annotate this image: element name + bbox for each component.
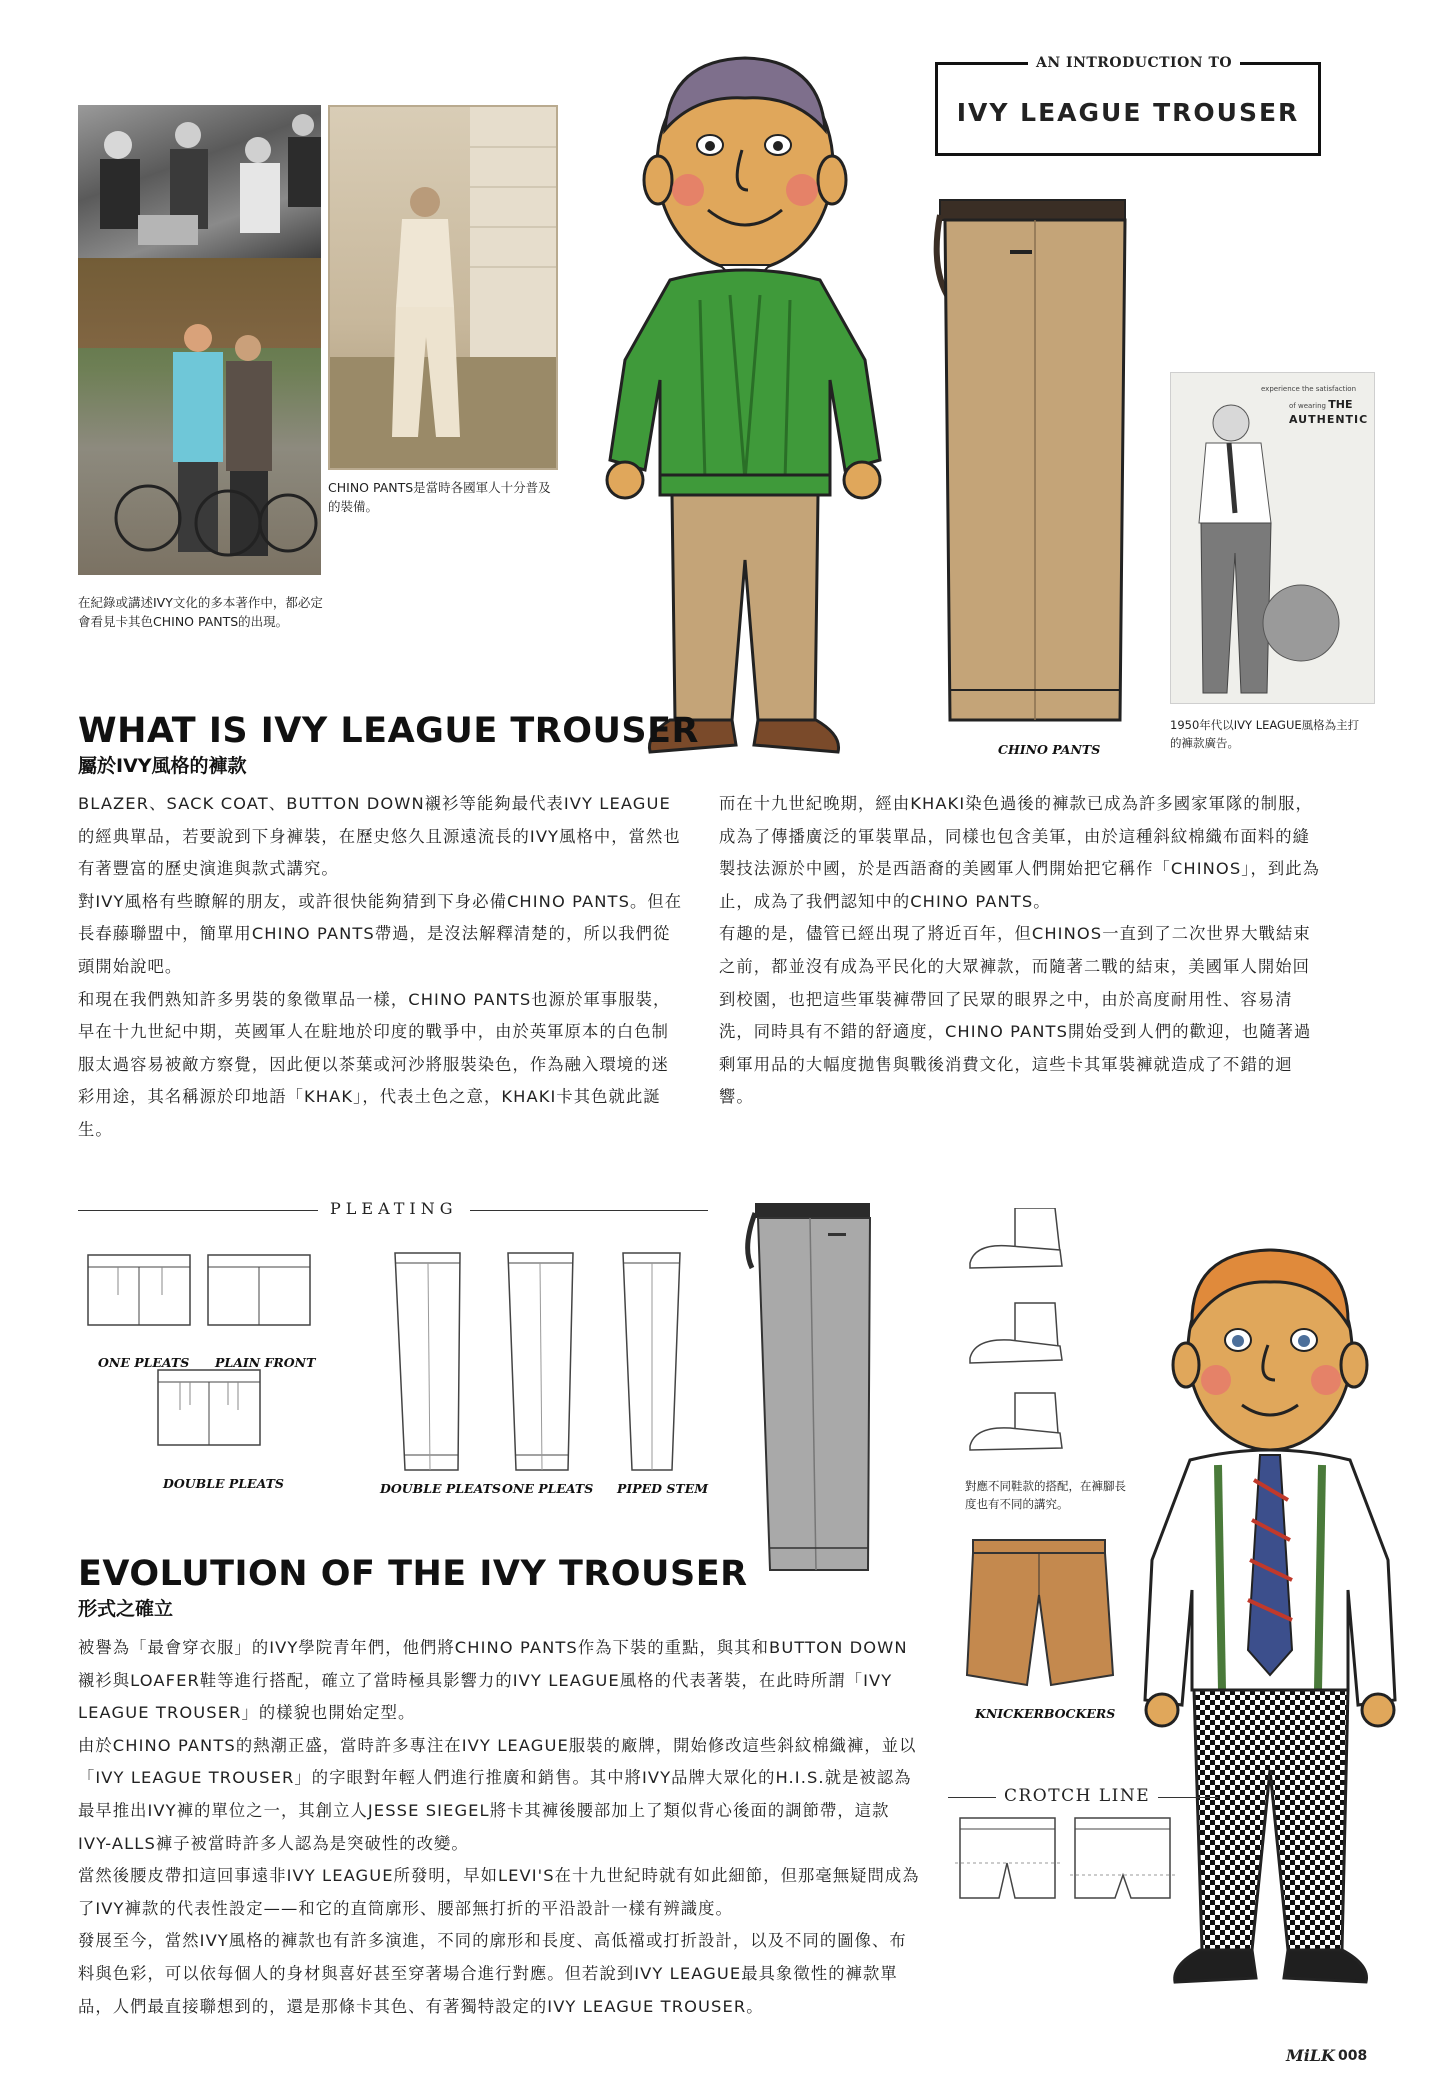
bicycle-students-illustration	[78, 258, 321, 575]
ad-line1: experience the satisfaction	[1261, 385, 1357, 393]
caption-campus: 在紀錄或講述IVY文化的多本著作中，都必定會看見卡其色CHINO PANTS的出現。	[78, 595, 323, 629]
section1-right-p2: 有趣的是，儘管已經出現了將近百年，但CHINOS一直到了二次世界大戰結束之前，都並沒有成為平民化的大眾褲款，而隨著二戰的結束，美國軍人開始回到校園，也把這些軍裝褲帶回了民眾的眼界之中，由於高度耐用性、容易清洗，同時具有不錯的舒適度，CHINO PANTS開始受到人們的歡迎，也隨著過剩軍用品的大幅度拋售與戰後消費文化，這些卡其軍裝褲就造成了不錯的迴響。	[719, 924, 1312, 1107]
section2-title: EVOLUTION OF THE IVY TROUSER	[78, 1554, 748, 1594]
label-chino-pants: CHINO PANTS	[998, 742, 1101, 757]
section1-subtitle: 屬於IVY風格的褲款	[78, 755, 247, 777]
label-one-pleats: ONE PLEATS	[98, 1355, 190, 1370]
crotch-line-title: CROTCH LINE	[996, 1786, 1158, 1806]
campus-crowd-illustration	[78, 105, 321, 258]
label-double-pleats: DOUBLE PLEATS	[163, 1476, 284, 1491]
section2-p4: 發展至今，當然IVY風格的褲款也有許多演進，不同的廓形和長度、高低襠或打折設計，以及不同的圖像、布料與色彩，可以依每個人的身材與喜好甚至穿著場合進行對應。但若說到IVY LEAGUE最具象徵性的褲款單品，人們最直接聯想到的，還是那條卡其色、有著獨特設定的IVY LEAGUE TROUSER。	[78, 1931, 907, 2016]
ad-brand-the: THE	[1328, 398, 1353, 411]
ad-line2-text: of wearing	[1289, 402, 1326, 410]
campus-photo-color	[78, 258, 321, 575]
section2-body	[78, 1632, 923, 2023]
soldier-illustration	[330, 107, 556, 468]
section2-p1: 被譽為「最會穿衣服」的IVY學院青年們，他們將CHINO PANTS作為下裝的重點，與其和BUTTON DOWN襯衫與LOAFER鞋等進行搭配，確立了當時極具影響力的IVY LEAGUE風格的代表著裝，在此時所謂「IVY LEAGUE TROUSER」的樣貌也開始定型。	[78, 1638, 908, 1723]
section1-right-column	[719, 788, 1325, 1114]
soldier-photo	[328, 105, 558, 470]
ad-line2	[1289, 398, 1352, 411]
section1-right-p1: 而在十九世紀晚期，經由KHAKI染色過後的褲款已成為許多國家軍隊的制服，成為了傳播廣泛的軍裝單品，同樣也包含美軍，由於這種斜紋棉織布面料的縫製技法源於中國，於是西語裔的美國軍人們開始把它稱作「CHINOS」，到此為止，成為了我們認知中的CHINO PANTS。	[719, 794, 1321, 911]
section2-subtitle: 形式之確立	[78, 1598, 174, 1620]
header-title: IVY LEAGUE TROUSER	[956, 98, 1300, 127]
ivy-boy-green-sweater	[580, 40, 910, 770]
pleating-title: PLEATING	[318, 1199, 470, 1218]
label-one-pleats-2: ONE PLEATS	[502, 1481, 594, 1496]
ad-brand-authentic: AUTHENTIC	[1289, 413, 1369, 426]
caption-soldier: CHINO PANTS是當時各國軍人十分普及的裝備。	[328, 480, 551, 514]
caption-ad: 1950年代以IVY LEAGUE風格為主打的褲款廣告。	[1170, 718, 1360, 750]
section1-left-p2: 對IVY風格有些瞭解的朋友，或許很快能夠猜到下身必備CHINO PANTS。但在長春藤聯盟中，簡單用CHINO PANTS帶過，是沒法解釋清楚的，所以我們從頭開始說吧。	[78, 891, 683, 976]
shoe-studies	[960, 1208, 1090, 1478]
footer-logo: MiLK	[1286, 2046, 1335, 2065]
vintage-ad	[1170, 372, 1375, 704]
label-piped-stem: PIPED STEM	[617, 1481, 709, 1496]
header-kicker: AN INTRODUCTION TO	[1028, 55, 1240, 71]
label-knickerbockers: KNICKERBOCKERS	[975, 1706, 1116, 1721]
knickerbockers-drawing	[965, 1535, 1115, 1700]
grey-trousers-drawing	[740, 1198, 880, 1578]
campus-photo-bw	[78, 105, 321, 258]
chino-pants-drawing	[930, 190, 1130, 730]
label-double-pleats-2: DOUBLE PLEATS	[380, 1481, 501, 1496]
caption-shoes: 對應不同鞋款的搭配，在褲腳長度也有不同的講究。	[965, 1479, 1126, 1511]
section2-p2: 由於CHINO PANTS的熱潮正盛，當時許多專注在IVY LEAGUE服裝的廠牌，開始修改這些斜紋棉織褲，並以「IVY LEAGUE TROUSER」的字眼對年輕人們進行推廣和銷售。其中將IVY品牌大眾化的H.I.S.就是被認為最早推出IVY褲的單位之一，其創立人JESSE SIEGEL將卡其褲後腰部加上了類似背心後面的調節帶，這款IVY-ALLS褲子被當時許多人認為是突破性的改變。	[78, 1735, 917, 1853]
crotch-line-drawings	[955, 1813, 1225, 1903]
section1-left-p3: 和現在我們熟知許多男裝的象徵單品一樣，CHINO PANTS也源於軍事服裝，早在十九世紀中期，英國軍人在駐地於印度的戰爭中，由於英軍原本的白色制服太過容易被敵方察覺，因此便以茶葉或河沙將服裝染色，作為融入環境的迷彩用途，其名稱源於印地語「KHAK」，代表土色之意，KHAKI卡其色就此誕生。	[78, 989, 671, 1139]
section2-p3: 當然後腰皮帶扣這回事遠非IVY LEAGUE所發明，早如LEVI'S在十九世紀時就有如此細節，但那毫無疑問成為了IVY褲款的代表性設定——和它的直筒廓形、腰部無打折的平沿設計一樣有辨識度。	[78, 1866, 920, 1918]
section1-title: WHAT IS IVY LEAGUE TROUSER	[78, 711, 699, 751]
section1-left-column	[78, 788, 686, 1147]
label-plain-front: PLAIN FRONT	[215, 1355, 316, 1370]
footer-page-number: 008	[1338, 2048, 1368, 2064]
section1-left-p1: BLAZER、SACK COAT、BUTTON DOWN襯衫等能夠最代表IVY LEAGUE的經典單品，若要說到下身褲裝，在歷史悠久且源遠流長的IVY風格中，當然也有著豐富的歷史演進與款式講究。	[78, 794, 681, 879]
